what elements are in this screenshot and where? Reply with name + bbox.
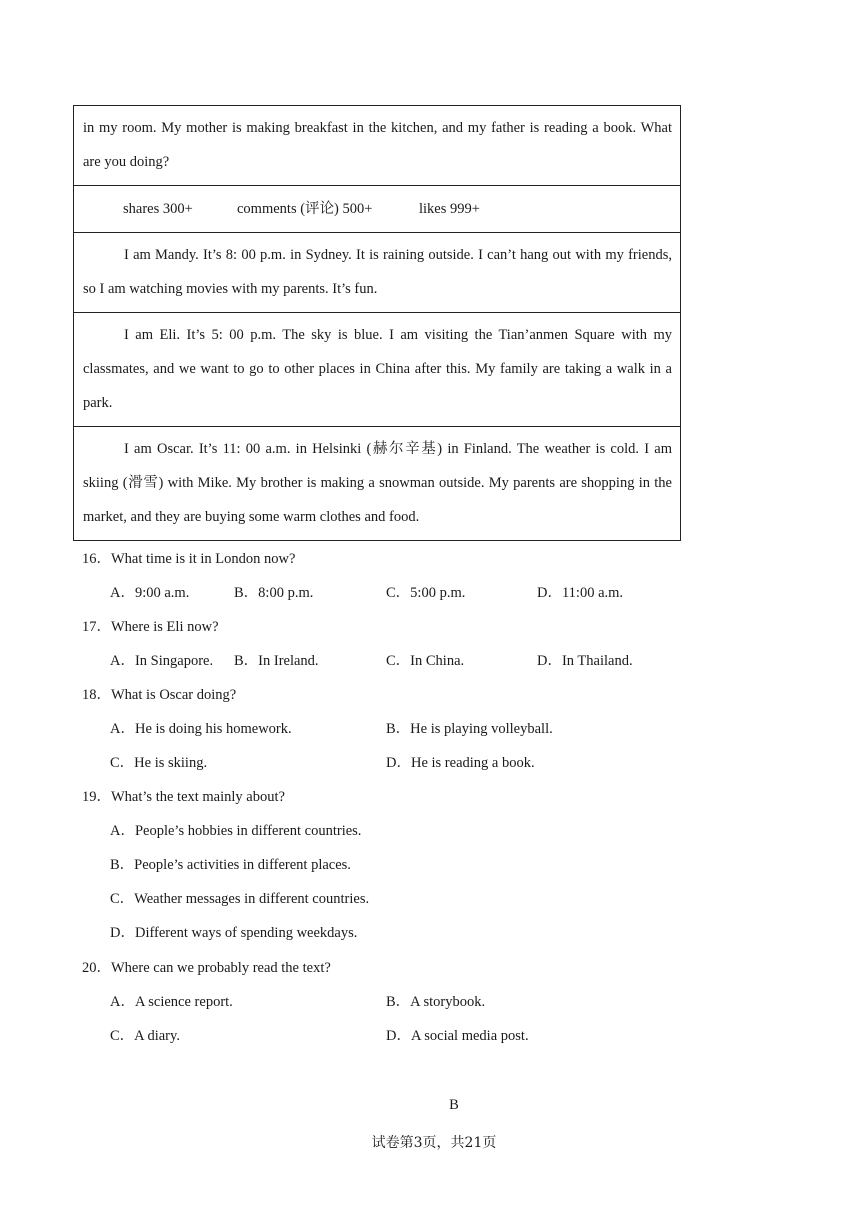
q20-option-b: B．A storybook. (386, 994, 486, 1010)
q19-option-a: A．People’s hobbies in different countries. (110, 823, 362, 839)
q16-option-d: D．11:00 a.m. (537, 585, 624, 601)
page-footer: 试卷第3页，共21页 (371, 1135, 497, 1151)
q17-option-b: B．In Ireland. (234, 653, 319, 669)
question-16: 16．What time is it in London now? (82, 551, 296, 567)
oscar-paragraph: I am Oscar. It’s 11: 00 a.m. in Helsinki (赫尔辛基) in Finland. The weather is cold. I am skiing (滑雪) with Mike. My brother is making a snowman outside. My parents are shopping in the market, and they are buying some warm clothes and food. (74, 426, 680, 540)
q16-option-a: A．9:00 a.m. (110, 585, 190, 601)
shares-count: shares 300+ (123, 201, 193, 217)
mandy-paragraph: I am Mandy. It’s 8: 00 p.m. in Sydney. It is raining outside. I can’t hang out with my friends, so I am watching movies with my parents. It’s fun. (74, 232, 680, 312)
q17-option-c: C．In China. (386, 653, 465, 669)
q18-option-b: B．He is playing volleyball. (386, 721, 553, 737)
q19-option-d: D．Different ways of spending weekdays. (110, 925, 358, 941)
question-17: 17．Where is Eli now? (82, 619, 219, 635)
question-18: 18．What is Oscar doing? (82, 687, 237, 703)
q18-option-d: D．He is reading a book. (386, 755, 535, 771)
passage-table (73, 105, 681, 541)
q19-option-c: C．Weather messages in different countries. (110, 891, 370, 907)
q20-option-d: D．A social media post. (386, 1028, 529, 1044)
passage-intro: in my room. My mother is making breakfast in the kitchen, and my father is reading a book. What are you doing? (83, 120, 672, 170)
q16-option-b: B．8:00 p.m. (234, 585, 314, 601)
q18-option-c: C．He is skiing. (110, 755, 208, 771)
question-20: 20．Where can we probably read the text? (82, 960, 331, 976)
comments-count: comments (评论) 500+ (237, 201, 373, 217)
q20-option-a: A．A science report. (110, 994, 233, 1010)
q17-option-a: A．In Singapore. (110, 653, 214, 669)
section-label: B (449, 1097, 459, 1113)
q16-option-c: C．5:00 p.m. (386, 585, 466, 601)
question-19: 19．What’s the text mainly about? (82, 789, 285, 805)
q17-option-d: D．In Thailand. (537, 653, 633, 669)
q19-option-b: B．People’s activities in different places. (110, 857, 351, 873)
likes-count: likes 999+ (419, 201, 480, 217)
post-stats-row (74, 185, 680, 232)
q18-option-a: A．He is doing his homework. (110, 721, 292, 737)
q20-option-c: C．A diary. (110, 1028, 180, 1044)
eli-paragraph: I am Eli. It’s 5: 00 p.m. The sky is blue. I am visiting the Tian’anmen Square with my classmates, and we want to go to other places in China after this. My family are taking a walk in a park. (74, 312, 680, 426)
